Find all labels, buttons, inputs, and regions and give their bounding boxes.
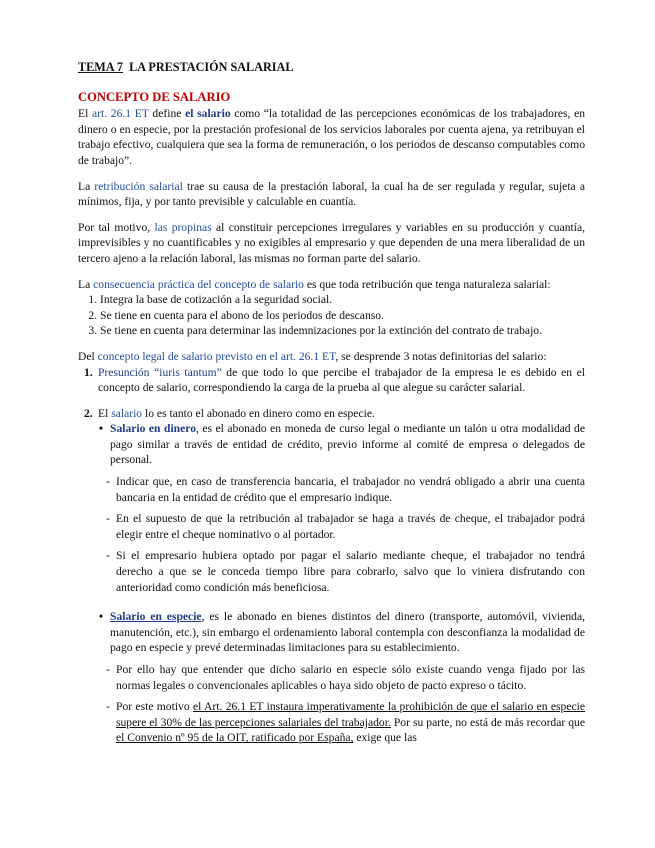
dash-icon: - — [106, 700, 110, 714]
dash-icon: - — [106, 475, 110, 489]
list-item: 3. Se tiene en cuenta para determinar las indemnizaciones por la extinción del contrato de trabajo. — [100, 323, 585, 339]
defined-term: el salario — [185, 107, 231, 121]
tema-number: TEMA 7 — [78, 60, 124, 74]
consequence-block — [78, 277, 585, 339]
list-item: 1. Integra la base de cotización a la seguridad social. — [100, 292, 585, 308]
oit-convention-text: el Convenio nº 95 de la OIT, ratificado por España, — [116, 731, 354, 745]
definition-paragraph: El art. 26.1 ET define el salario como “la totalidad de las percepciones económicas de los trabajadores, en dinero o en especie, por la prestación profesional de los servicios laborales por cuenta ajena, ya retribuyan el trabajo efectivo, cualquiera que sea la forma de remuneración, o los periodos de descanso computables como de trabajo”. — [78, 107, 586, 167]
note-item-2: 2. El salario lo es tanto el abonado en dinero como en especie. — [84, 406, 375, 420]
dash-item: - Si el empresario hubiera optado por pagar el salario mediante cheque, el trabajador no tendrá derecho a que se le conceda tiempo libre para cobrarlo, salvo que lo viniera disfrutando con anterioridad como condición más beneficiosa. — [106, 549, 585, 594]
kind-salary-item: • Salario en especie, es le abonado en bienes distintos del dinero (transporte, automóvil, vivienda, manutención, etc.), sin embargo el ordenamiento laboral contempla con desconfianza la modalidad de pago en especie y prevé determinadas limitaciones para su establecimiento. — [99, 610, 585, 655]
money-salary-term: Salario en dinero — [110, 422, 196, 436]
notes-intro: Del concepto legal de salario previsto en el art. 26.1 ET, se desprende 3 notas definitorias del salario: — [78, 349, 547, 363]
section-heading: CONCEPTO DE SALARIO — [78, 89, 231, 104]
dash-icon: - — [106, 549, 110, 563]
list-item: 2. Se tiene en cuenta para el abono de los periodos de descanso. — [100, 308, 585, 324]
dash-item: - En el supuesto de que la retribución al trabajador se haga a través de cheque, el trabajador podrá elegir entre el cheque nominativo o al portador. — [106, 512, 585, 541]
money-salary-item: • Salario en dinero, es el abonado en moneda de curso legal o mediante un talón u otra modalidad de pago similar a través de entidad de crédito, previo informe al comité de empresa o delegados de personal. — [99, 422, 585, 467]
note-number: 2. — [84, 406, 93, 420]
tips-paragraph: Por tal motivo, las propinas al constituir percepciones irregulares y variables en su producción y cuantía, imprevisibles y no cuantificables y no exigibles al empresario y que dependen de una mera liberalidad de un tercero ajeno a la relación laboral, las mismas no forman parte del salario. — [78, 220, 585, 265]
page-title — [78, 60, 585, 76]
article-limit-text: el Art. 26.1 ET instaura imperativamente la prohibición de que el salario en especie supere el 30% de las percepciones salariales del trabajador. — [116, 700, 585, 729]
note-item-1: 1. Presunción “iuris tantum” de que todo lo que percibe el trabajador de la empresa le es debido en el concepto de salario, correspondiendo la carga de la prueba al que alegue su carácter salarial. — [84, 365, 586, 395]
legal-concept-term: concepto legal de salario previsto en el art. 26.1 ET — [97, 349, 336, 363]
retribution-paragraph: La retribución salarial trae su causa de la prestación laboral, la cual ha de ser regulada y regular, sujeta a mínimos, fija, y por tanto previsible y calculable en cuantía. — [78, 179, 585, 209]
note-number: 1. — [84, 365, 93, 379]
tema-title: LA PRESTACIÓN SALARIAL — [129, 60, 294, 74]
dash-icon: - — [106, 663, 110, 676]
salary-term: salario — [111, 406, 143, 420]
dash-icon: - — [106, 512, 110, 526]
consequence-term: consecuencia práctica del concepto de salario — [93, 277, 304, 291]
dash-item: - Indicar que, en caso de transferencia bancaria, el trabajador no vendrá obligado a abrir una cuenta bancaria en la entidad de crédito que el empresario indique. — [106, 475, 585, 504]
dash-item: - Por este motivo el Art. 26.1 ET instaura imperativamente la prohibición de que el salario en especie supere el 30% de las percepciones salariales del trabajador. Por su parte, no está de más recordar que el Convenio nº 95 de la OIT, ratificado por España, exige que las — [106, 700, 585, 745]
consequence-intro: La consecuencia práctica del concepto de salario es que toda retribución que tenga naturaleza salarial: — [78, 277, 551, 291]
bullet-icon: • — [99, 610, 104, 624]
bullet-icon: • — [99, 422, 104, 436]
consequence-list — [78, 292, 585, 339]
kind-salary-term: Salario en especie — [110, 610, 202, 624]
tips-term: las propinas — [154, 220, 212, 234]
dash-item: - Por ello hay que entender que dicho salario en especie sólo existe cuando venga fijado por las normas legales o convencionales aplicables o haya sido objeto de pacto expreso o tácito. — [106, 663, 585, 692]
article-reference: art. 26.1 ET — [92, 107, 149, 121]
retribution-term: retribución salarial — [94, 179, 183, 193]
presumption-term: Presunción “iuris tantum” — [98, 365, 222, 379]
